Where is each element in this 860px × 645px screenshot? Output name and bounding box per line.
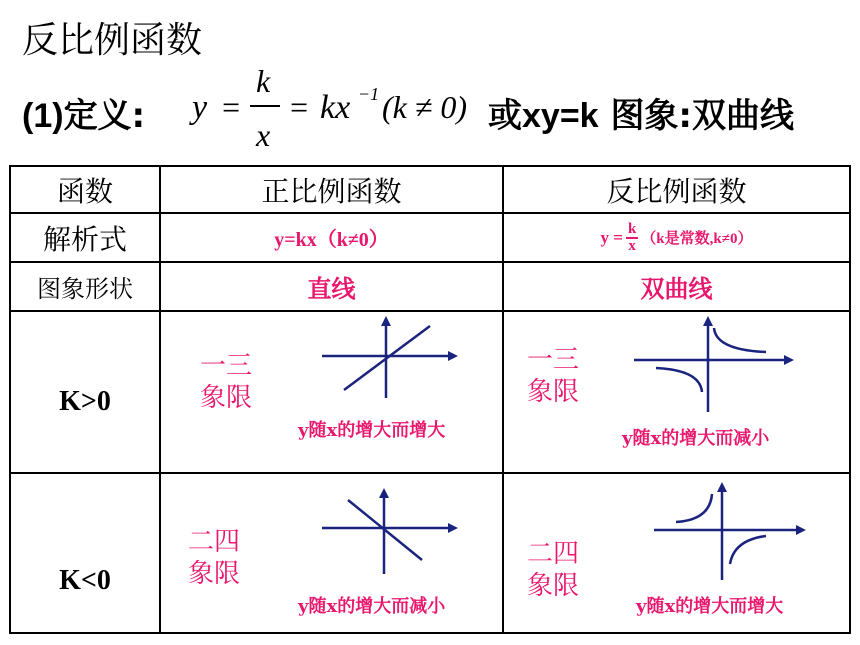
page-title: 反比例函数: [22, 20, 203, 61]
x-axis-arrow-icon: [784, 355, 794, 365]
header-inverse: 反比例函数: [606, 174, 747, 208]
direct-kpos-note: y随x的增大而增大: [298, 420, 446, 441]
inverse-expr-fraction: [626, 222, 638, 254]
hyperbola-branch-2: [676, 494, 712, 522]
y-axis-arrow-icon: [381, 316, 391, 326]
inverse-expr-prefix: y =: [600, 227, 623, 247]
quadrant-line-1: 一三: [527, 345, 580, 375]
direct-kneg-note: y随x的增大而减小: [298, 596, 446, 617]
header-direct: 正比例函数: [261, 174, 402, 208]
inverse-expr-numerator: k: [627, 220, 637, 237]
hyperbola-branch-3: [656, 368, 702, 392]
graph-direct-kneg: [322, 488, 458, 574]
quadrant-line-2: 象限: [527, 377, 580, 407]
formula-numerator: k: [256, 63, 271, 99]
header-function: 函数: [56, 174, 113, 208]
x-axis-arrow-icon: [448, 351, 458, 361]
direct-kneg-quadrants: [188, 526, 240, 590]
formula-condition: (k ≠ 0): [382, 89, 468, 125]
or-text: 或: [488, 96, 522, 136]
inverse-expr-suffix: （k是常数,k≠0）: [641, 231, 753, 247]
x-axis-arrow-icon: [796, 525, 806, 535]
quadrant-line-2: 象限: [200, 383, 253, 413]
formula-exponent: −1: [358, 84, 380, 104]
direct-kpos-quadrants: [200, 350, 252, 414]
formula-denominator: x: [256, 117, 271, 153]
quadrant-line-2: 象限: [188, 559, 241, 589]
row-label-kpos: K>0: [59, 386, 111, 417]
xy-equation: xy=k: [522, 97, 599, 135]
graph-label: 图象:: [610, 96, 693, 136]
definition-number: (1): [22, 97, 64, 135]
inverse-kneg-quadrants: [527, 538, 579, 602]
quadrant-line-1: 二四: [188, 527, 241, 557]
hyperbola-branch-4: [730, 536, 766, 564]
inverse-expression: [503, 213, 850, 262]
y-axis-arrow-icon: [379, 488, 389, 498]
graph-value: 双曲线: [692, 96, 795, 136]
definition-word: 定义:: [63, 96, 146, 136]
formula-kx: kx: [320, 89, 351, 126]
row-label-expression: 解析式: [42, 222, 127, 256]
quadrant-line-2: 象限: [527, 571, 580, 601]
formula-equals-1: =: [220, 89, 242, 125]
inverse-kpos-quadrants: [527, 344, 579, 408]
quadrant-line-1: 一三: [200, 351, 253, 381]
graph-inverse-kpos: [634, 316, 794, 412]
graph-direct-kpos: [322, 316, 458, 398]
hyperbola-branch-1: [714, 328, 766, 352]
direct-expression: y=kx（k≠0）: [274, 229, 389, 251]
inverse-kpos-note: y随x的增大而减小: [622, 428, 770, 449]
formula-equals-2: =: [288, 89, 310, 125]
inverse-shape: 双曲线: [640, 275, 713, 303]
graph-inverse-kneg: [654, 482, 806, 580]
y-axis-arrow-icon: [717, 482, 727, 492]
inverse-expr-denominator: x: [628, 237, 636, 254]
x-axis-arrow-icon: [448, 523, 458, 533]
direct-shape: 直线: [307, 275, 356, 303]
quadrant-line-1: 二四: [527, 539, 580, 569]
row-label-shape: 图象形状: [37, 275, 133, 303]
inverse-kneg-note: y随x的增大而增大: [636, 596, 784, 617]
y-axis-arrow-icon: [703, 316, 713, 326]
row-label-kneg: K<0: [59, 565, 111, 596]
formula-y: y: [192, 89, 208, 126]
